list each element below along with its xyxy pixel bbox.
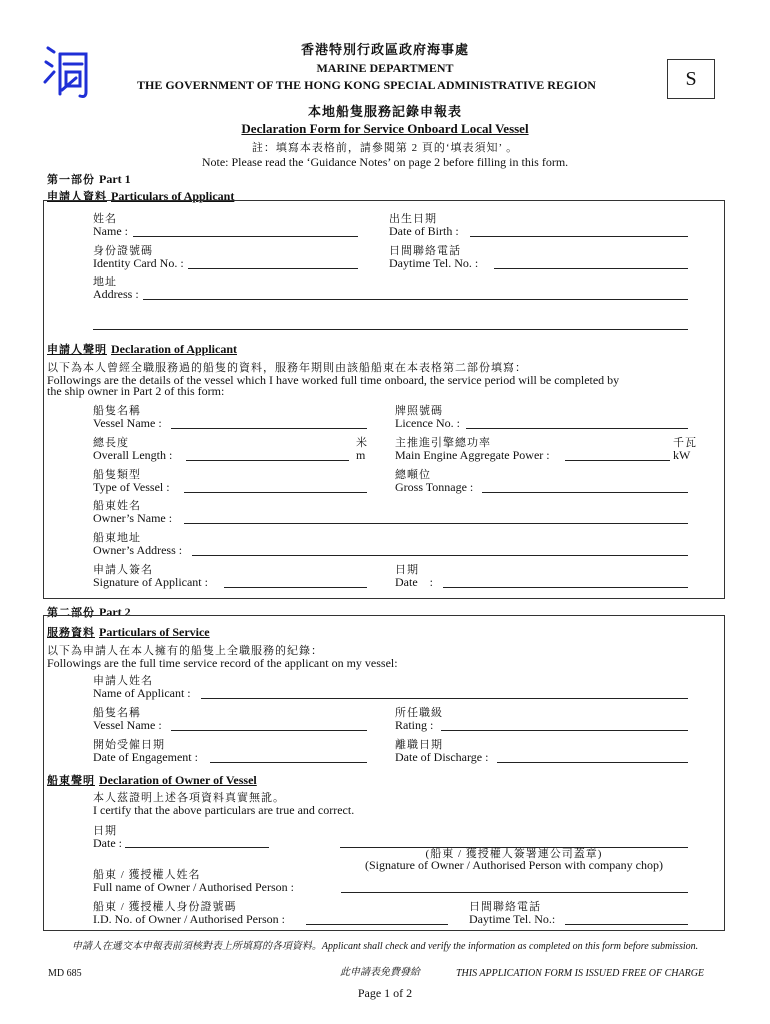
rating-input-line[interactable] — [441, 730, 688, 731]
vessel-name-field-label: 船隻名稱 Vessel Name : — [93, 405, 162, 430]
form-title-en: Declaration Form for Service Onboard Local Vessel — [241, 121, 529, 136]
service-text-en: Followings are the full time service record of the applicant on my vessel: — [47, 656, 398, 670]
service-vessel-name-label: 船隻名稱 Vessel Name : — [93, 707, 162, 732]
licence-field-label: 牌照號碼 Licence No. : — [395, 405, 460, 430]
engine-power-input-line[interactable] — [565, 460, 670, 461]
discharge-date-label: 離職日期 Date of Discharge : — [395, 739, 489, 764]
department-name-en: MARINE DEPARTMENT — [316, 61, 454, 75]
vessel-name-input-line[interactable] — [171, 428, 367, 429]
form-code: S — [685, 68, 697, 90]
note-zh: 註：填寫本表格前，請參閱第 2 頁的‘填表須知’ 。 — [251, 142, 519, 154]
owner-id-input-line[interactable] — [306, 924, 448, 925]
declaration-text-en-1: Followings are the details of the vessel which I have worked full time onboard, the service period will be completed by — [47, 373, 620, 387]
overall-length-unit: 米 m — [356, 437, 368, 462]
engagement-date-label: 開始受僱日期 Date of Engagement : — [93, 739, 198, 764]
part2-label: 第二部份 Part 2 — [47, 605, 131, 619]
overall-length-input-line[interactable] — [186, 460, 349, 461]
owner-address-input-line[interactable] — [192, 555, 688, 556]
dob-input-line[interactable] — [470, 236, 688, 237]
service-vessel-name-input-line[interactable] — [171, 730, 367, 731]
owner-tel-label: 日間聯絡電話 Daytime Tel. No.: — [469, 901, 556, 926]
name-input-line[interactable] — [133, 236, 358, 237]
owner-address-field-label: 船東地址 Owner’s Address : — [93, 532, 183, 557]
owner-tel-input-line[interactable] — [565, 924, 688, 925]
owner-date-input-line[interactable] — [125, 847, 269, 848]
free-of-charge-zh: 此申請表免費發給 — [340, 967, 420, 978]
applicant-signature-field-label: 申請人簽名 Signature of Applicant : — [93, 564, 208, 589]
owner-name-input-line[interactable] — [184, 523, 688, 524]
owner-signature-caption-zh: (船東 / 獲授權人簽署連公司蓋章) — [425, 848, 603, 860]
vessel-type-field-label: 船隻類型 Type of Vessel : — [93, 469, 170, 494]
owner-name-field-label: 船東姓名 Owner’s Name : — [93, 500, 173, 525]
government-name-en: THE GOVERNMENT OF THE HONG KONG SPECIAL ADMINISTRATIVE REGION — [137, 78, 596, 92]
name-field-label: 姓名 Name : — [93, 213, 128, 238]
daytime-tel-field-label: 日間聯絡電話 Daytime Tel. No. : — [389, 245, 479, 270]
service-text-zh: 以下為申請人在本人擁有的船隻上全職服務的紀錄： — [47, 645, 323, 657]
certify-text: 本人茲證明上述各項資料真實無訛。 I certify that the above particulars are true and correct. — [93, 792, 355, 817]
applicant-date-field-label: 日期 Date : — [395, 564, 433, 589]
check-note: 申請人在遞交本申報表前須核對表上所填寫的各項資料。Applicant shall check and verify the information as completed on this form before submission. — [71, 941, 699, 952]
overall-length-field-label: 總長度 Overall Length : — [93, 437, 173, 462]
owner-signature-caption-en: (Signature of Owner / Authorised Person with company chop) — [365, 858, 663, 872]
service-applicant-name-input-line[interactable] — [201, 698, 688, 699]
licence-input-line[interactable] — [466, 428, 688, 429]
engine-power-unit: 千瓦 kW — [673, 437, 697, 462]
rating-field-label: 所任職級 Rating : — [395, 707, 443, 732]
department-name-zh: 香港特別行政區政府海事處 — [300, 42, 469, 57]
part1-applicant-heading: 申請人資料 Particulars of Applicant — [47, 189, 235, 203]
discharge-date-input-line[interactable] — [497, 762, 688, 763]
note-en: Note: Please read the ‘Guidance Notes’ on page 2 before filling in this form. — [201, 155, 569, 169]
dob-field-label: 出生日期 Date of Birth : — [389, 213, 459, 238]
service-applicant-name-label: 申請人姓名 Name of Applicant : — [93, 675, 191, 700]
declaration-text-zh: 以下為本人曾經全職服務過的船隻的資料，服務年期則由該船船東在本表格第二部份填寫： — [47, 362, 527, 374]
owner-fullname-input-line[interactable] — [341, 892, 688, 893]
daytime-tel-input-line[interactable] — [494, 268, 688, 269]
owner-fullname-label: 船東 / 獲授權人姓名 Full name of Owner / Authorised Person : — [93, 869, 294, 894]
free-of-charge-en: THIS APPLICATION FORM IS ISSUED FREE OF CHARGE — [456, 968, 705, 979]
owner-id-label: 船東 / 獲授權人身份證號碼 I.D. No. of Owner / Authorised Person : — [93, 901, 285, 926]
part2-service-heading: 服務資料 Particulars of Service — [47, 625, 210, 639]
id-card-input-line[interactable] — [188, 268, 358, 269]
address-input-line-1[interactable] — [143, 299, 688, 300]
form-number: MD 685 — [48, 968, 82, 979]
vessel-type-input-line[interactable] — [184, 492, 367, 493]
engine-power-field-label: 主推進引擎總功率 Main Engine Aggregate Power : — [395, 437, 550, 462]
form-code-box — [667, 59, 715, 99]
engagement-date-input-line[interactable] — [210, 762, 367, 763]
applicant-date-input-line[interactable] — [443, 587, 688, 588]
declaration-applicant-heading: 申請人聲明 Declaration of Applicant — [47, 342, 237, 356]
gross-tonnage-input-line[interactable] — [482, 492, 688, 493]
address-field-label: 地址 Address : — [93, 276, 139, 301]
applicant-signature-input-line[interactable] — [224, 587, 367, 588]
owner-declaration-heading: 船東聲明 Declaration of Owner of Vessel — [47, 773, 257, 787]
id-card-field-label: 身份證號碼 Identity Card No. : — [93, 245, 184, 270]
owner-date-label: 日期 Date : — [93, 825, 122, 850]
address-input-line-2[interactable] — [93, 329, 688, 330]
gross-tonnage-field-label: 總噸位 Gross Tonnage : — [395, 469, 474, 494]
page-number: Page 1 of 2 — [357, 986, 413, 1000]
part1-label: 第一部份 Part 1 — [47, 172, 131, 186]
form-title-zh: 本地船隻服務記錄申報表 — [307, 104, 462, 119]
declaration-text-en-2: the ship owner in Part 2 of this form: — [47, 384, 225, 398]
